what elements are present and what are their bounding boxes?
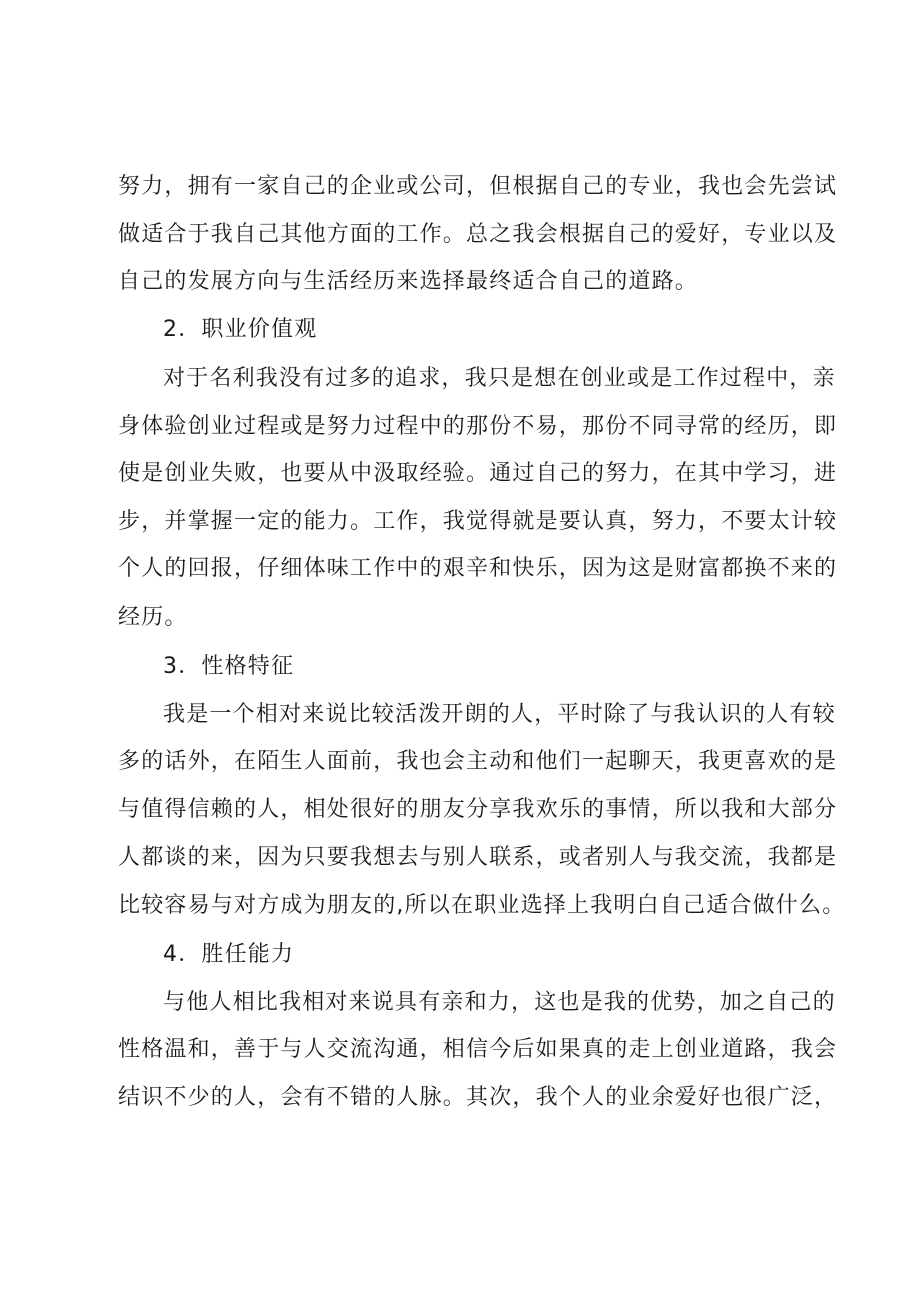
paragraph-line: 与值得信赖的人，相处很好的朋友分享我欢乐的事情，所以我和大部分 — [118, 797, 838, 822]
paragraph-line: 做适合于我自己其他方面的工作。总之我会根据自己的爱好，专业以及 — [118, 222, 838, 247]
section-heading: 4．胜任能力 — [163, 942, 295, 967]
paragraph-line: 人都谈的来，因为只要我想去与别人联系，或者别人与我交流，我都是 — [118, 845, 838, 870]
paragraph-line: 结识不少的人，会有不错的人脉。其次，我个人的业余爱好也很广泛， — [118, 1085, 838, 1110]
paragraph-line: 个人的回报，仔细体味工作中的艰辛和快乐，因为这是财富都换不来的 — [118, 556, 838, 581]
paragraph-line: 步，并掌握一定的能力。工作，我觉得就是要认真，努力，不要太计较 — [118, 509, 838, 534]
section-heading: 2．职业价值观 — [163, 317, 318, 342]
paragraph-line: 使是创业失败，也要从中汲取经验。通过自己的努力，在其中学习，进 — [118, 461, 838, 486]
paragraph-line: 与他人相比我相对来说具有亲和力，这也是我的优势，加之自己的 — [163, 990, 836, 1015]
paragraph-line: 努力，拥有一家自己的企业或公司，但根据自己的专业，我也会先尝试 — [118, 174, 838, 199]
paragraph-line: 经历。 — [118, 605, 188, 630]
paragraph-line: 对于名利我没有过多的追求，我只是想在创业或是工作过程中，亲 — [163, 366, 836, 391]
paragraph-line: 我是一个相对来说比较活泼开朗的人，平时除了与我认识的人有较 — [163, 702, 836, 727]
paragraph-line: 性格温和，善于与人交流沟通，相信今后如果真的走上创业道路，我会 — [118, 1037, 838, 1062]
paragraph-line: 身体验创业过程或是努力过程中的那份不易，那份不同寻常的经历，即 — [118, 414, 838, 439]
paragraph-line: 多的话外，在陌生人面前，我也会主动和他们一起聊天，我更喜欢的是 — [118, 749, 838, 774]
paragraph-line: 比较容易与对方成为朋友的,所以在职业选择上我明白自己适合做什么。 — [118, 893, 846, 918]
paragraph-line: 自己的发展方向与生活经历来选择最终适合自己的道路。 — [118, 269, 699, 294]
section-heading: 3．性格特征 — [163, 654, 295, 679]
